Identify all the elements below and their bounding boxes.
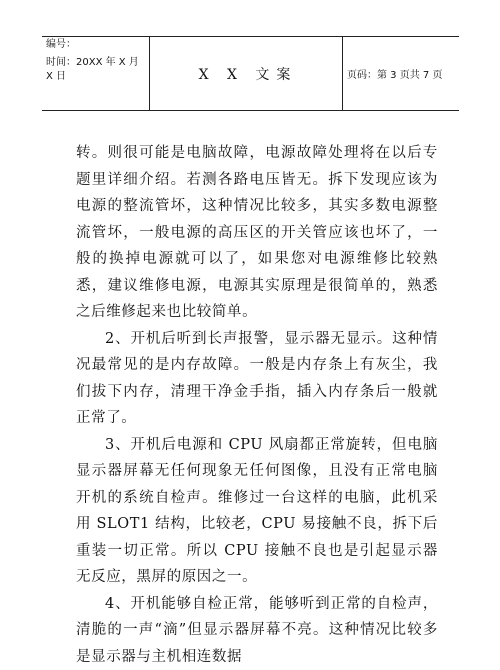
- body-paragraph: 3、开机后电源和 CPU 风扇都正常旋转，但电脑显示器屏幕无任何现象无任何图像，且没有正常电脑开机的系统自检声。维修过一台这样的电脑，此机采用 SLOT1 结构，比较老，CPU 易接触不良，拆下后重装一切正常。所以 CPU 接触不良也是引起显示器无反应，黑屏的原因之一。: [76, 432, 438, 591]
- body-paragraph: 4、开机能够自检正常，能够听到正常的自检声，清脆的一声“滴”但显示器屏幕不亮。这种情况比较多是显示器与主机相连数据: [76, 591, 438, 670]
- document-body: [76, 140, 438, 670]
- document-time-label: 时间：20XX 年 X 月 X 日: [46, 56, 148, 84]
- body-paragraph: 2、开机后听到长声报警，显示器无显示。这种情况最常见的是内存故障。一般是内存条上有灰尘，我们拔下内存，清理干净金手指，插入内存条后一般就正常了。: [76, 326, 438, 432]
- header-table: [42, 36, 459, 111]
- document-title: X X 文案: [150, 37, 342, 110]
- body-paragraph: 转。则很可能是电脑故障，电源故障处理将在以后专题里详细介绍。若测各路电压皆无。拆下发现应该为电源的整流管坏，这种情况比较多，其实多数电源整流管坏，一般电源的高压区的开关管应该也坏了，一般的换掉电源就可以了，如果您对电源维修比较熟悉，建议维修电源，电源其实原理是很简单的，熟悉之后维修起来也比较简单。: [76, 140, 438, 326]
- page-number-label: 页码：第 3 页共 7 页: [347, 37, 442, 110]
- document-code-label: 编号：: [46, 38, 76, 52]
- header-divider: [342, 37, 343, 110]
